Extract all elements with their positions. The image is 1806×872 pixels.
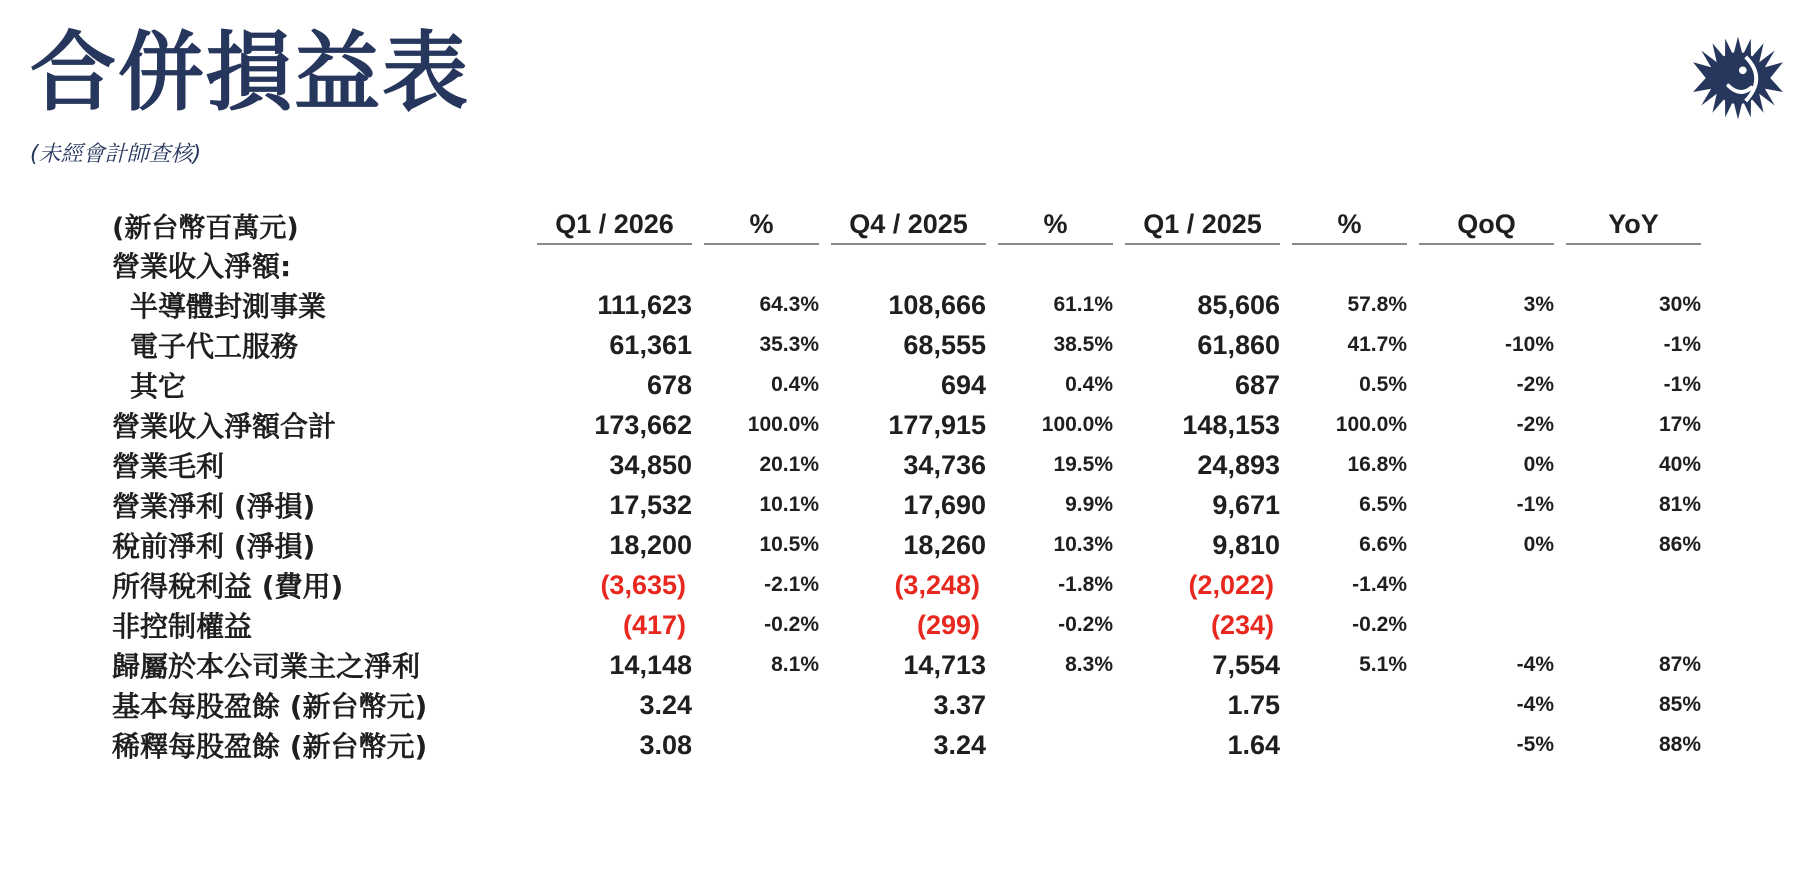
table-cell: 177,915 (888, 409, 986, 440)
table-cell: 18,260 (903, 529, 986, 560)
table-cell: 85,606 (1197, 289, 1280, 320)
table-row (112, 285, 1701, 325)
row-label: 半導體封測事業 (130, 290, 327, 323)
table-header-row (112, 205, 1701, 245)
table-cell: 14,148 (609, 649, 692, 680)
row-label: 營業淨利 (淨損) (112, 490, 316, 523)
table-cell: 61,860 (1197, 329, 1280, 360)
table-cell: 0.5% (1359, 373, 1407, 396)
table-cell: (417) (622, 609, 686, 640)
table-cell: -10% (1504, 333, 1554, 356)
table-row (112, 245, 1701, 285)
table-cell: 8.1% (771, 653, 819, 676)
table-cell: -2.1% (764, 573, 819, 596)
table-cell (1125, 245, 1280, 285)
table-cell: 14,713 (903, 649, 986, 680)
table-cell: 85% (1658, 693, 1701, 716)
table-cell (998, 685, 1113, 725)
table-cell: 0.4% (771, 373, 819, 396)
table-cell: 108,666 (888, 289, 986, 320)
row-label: 基本每股盈餘 (新台幣元) (112, 690, 428, 723)
table-cell (1419, 605, 1554, 645)
table-cell: -1% (1516, 493, 1554, 516)
table-cell: 3.08 (639, 729, 692, 760)
table-row (112, 525, 1701, 565)
table-cell: 100.0% (1041, 413, 1113, 436)
table-cell: 35.3% (759, 333, 819, 356)
col-header-yoy: YoY (1566, 205, 1701, 245)
table-cell: 111,623 (597, 289, 692, 320)
table-cell: 10.1% (759, 493, 819, 516)
table-cell: 40% (1658, 453, 1701, 476)
table-cell: 18,200 (609, 529, 692, 560)
table-cell (1566, 245, 1701, 285)
row-label: 其它 (130, 370, 187, 403)
table-cell: 687 (1234, 369, 1280, 400)
table-cell (1566, 565, 1701, 605)
table-cell: 19.5% (1053, 453, 1113, 476)
row-label: 歸屬於本公司業主之淨利 (112, 650, 421, 683)
table-cell: -2% (1516, 373, 1554, 396)
table-cell: 34,736 (903, 449, 986, 480)
table-cell: 3.37 (933, 689, 986, 720)
table-cell: 7,554 (1212, 649, 1280, 680)
table-cell: 61.1% (1053, 293, 1113, 316)
table-cell: 17,690 (903, 489, 986, 520)
table-cell: (234) (1210, 609, 1274, 640)
table-cell: 100.0% (747, 413, 819, 436)
table-cell: 678 (646, 369, 692, 400)
table-cell (1566, 605, 1701, 645)
table-cell (1292, 245, 1407, 285)
col-header-qoq: QoQ (1419, 205, 1554, 245)
table-row (112, 645, 1701, 685)
income-statement-table (112, 205, 1701, 765)
table-row (112, 685, 1701, 725)
table-cell: 8.3% (1065, 653, 1113, 676)
table-cell: -1.4% (1352, 573, 1407, 596)
table-cell (998, 245, 1113, 285)
table-cell: 30% (1658, 293, 1701, 316)
table-cell: 17% (1658, 413, 1701, 436)
row-label: 營業收入淨額合計 (112, 410, 337, 443)
table-cell: -1% (1663, 333, 1701, 356)
table-cell: (2,022) (1188, 569, 1274, 600)
table-cell (1292, 725, 1407, 765)
table-cell (704, 245, 819, 285)
table-cell: -0.2% (1058, 613, 1113, 636)
table-cell: 9,671 (1212, 489, 1280, 520)
table-cell: 5.1% (1359, 653, 1407, 676)
table-cell: 3.24 (933, 729, 986, 760)
table-row (112, 365, 1701, 405)
table-row (112, 405, 1701, 445)
table-row (112, 725, 1701, 765)
table-cell: 148,153 (1182, 409, 1280, 440)
table-cell: 173,662 (594, 409, 692, 440)
table-cell (704, 725, 819, 765)
table-cell: 68,555 (903, 329, 986, 360)
row-label: 稀釋每股盈餘 (新台幣元) (112, 730, 428, 763)
page-subtitle: (未經會計師查核) (30, 142, 202, 167)
table-cell: 694 (940, 369, 986, 400)
row-label: 營業收入淨額: (112, 250, 292, 283)
sun-face-logo-icon (1690, 30, 1786, 126)
table-cell: -2% (1516, 413, 1554, 436)
table-cell: 0% (1523, 533, 1554, 556)
table-cell: 57.8% (1347, 293, 1407, 316)
table-row (112, 325, 1701, 365)
table-cell (704, 685, 819, 725)
table-cell: 87% (1658, 653, 1701, 676)
table-cell: 61,361 (609, 329, 692, 360)
table-cell: 64.3% (759, 293, 819, 316)
table-cell: 10.3% (1053, 533, 1113, 556)
table-cell (1292, 685, 1407, 725)
table-cell: 0% (1523, 453, 1554, 476)
table-cell: 88% (1658, 733, 1701, 756)
table-cell: 16.8% (1347, 453, 1407, 476)
col-header-pct-q1-2026: % (704, 205, 819, 245)
table-cell: 6.5% (1359, 493, 1407, 516)
table-cell (998, 725, 1113, 765)
col-header-pct-q4-2025: % (998, 205, 1113, 245)
col-header-q1-2025: Q1 / 2025 (1125, 205, 1280, 245)
col-header-q4-2025: Q4 / 2025 (831, 205, 986, 245)
table-cell: -0.2% (1352, 613, 1407, 636)
table-row (112, 445, 1701, 485)
table-cell: 10.5% (759, 533, 819, 556)
table-cell: 1.64 (1227, 729, 1280, 760)
table-cell: (3,248) (894, 569, 980, 600)
table-cell: -4% (1516, 693, 1554, 716)
table-cell: 3% (1523, 293, 1554, 316)
table-cell: 20.1% (759, 453, 819, 476)
table-cell: (299) (916, 609, 980, 640)
table-cell: 24,893 (1197, 449, 1280, 480)
table-cell (831, 245, 986, 285)
table-row (112, 565, 1701, 605)
row-label: 所得稅利益 (費用) (112, 570, 344, 603)
table-cell: 1.75 (1227, 689, 1280, 720)
table-cell: -5% (1516, 733, 1554, 756)
col-header-q1-2026: Q1 / 2026 (537, 205, 692, 245)
unit-label: (新台幣百萬元) (112, 212, 299, 244)
table-cell: -1% (1663, 373, 1701, 396)
table-cell: 0.4% (1065, 373, 1113, 396)
table-cell (537, 245, 692, 285)
table-cell: 34,850 (609, 449, 692, 480)
table-row (112, 485, 1701, 525)
table-cell: 100.0% (1335, 413, 1407, 436)
table-cell (1419, 565, 1554, 605)
table-cell: -4% (1516, 653, 1554, 676)
table-cell: 38.5% (1053, 333, 1113, 356)
table-cell: -1.8% (1058, 573, 1113, 596)
table-cell: -0.2% (764, 613, 819, 636)
table-cell: 9,810 (1212, 529, 1280, 560)
row-label: 營業毛利 (112, 450, 225, 483)
col-header-pct-q1-2025: % (1292, 205, 1407, 245)
table-row (112, 605, 1701, 645)
row-label: 電子代工服務 (130, 330, 299, 363)
table-cell: (3,635) (600, 569, 686, 600)
table-cell: 17,532 (609, 489, 692, 520)
table-cell (1419, 245, 1554, 285)
page-title: 合併損益表 (30, 23, 470, 123)
table-cell: 9.9% (1065, 493, 1113, 516)
table-cell: 81% (1658, 493, 1701, 516)
row-label: 稅前淨利 (淨損) (112, 530, 316, 563)
table-cell: 6.6% (1359, 533, 1407, 556)
table-cell: 41.7% (1347, 333, 1407, 356)
row-label: 非控制權益 (112, 610, 253, 643)
table-cell: 3.24 (639, 689, 692, 720)
table-cell: 86% (1658, 533, 1701, 556)
